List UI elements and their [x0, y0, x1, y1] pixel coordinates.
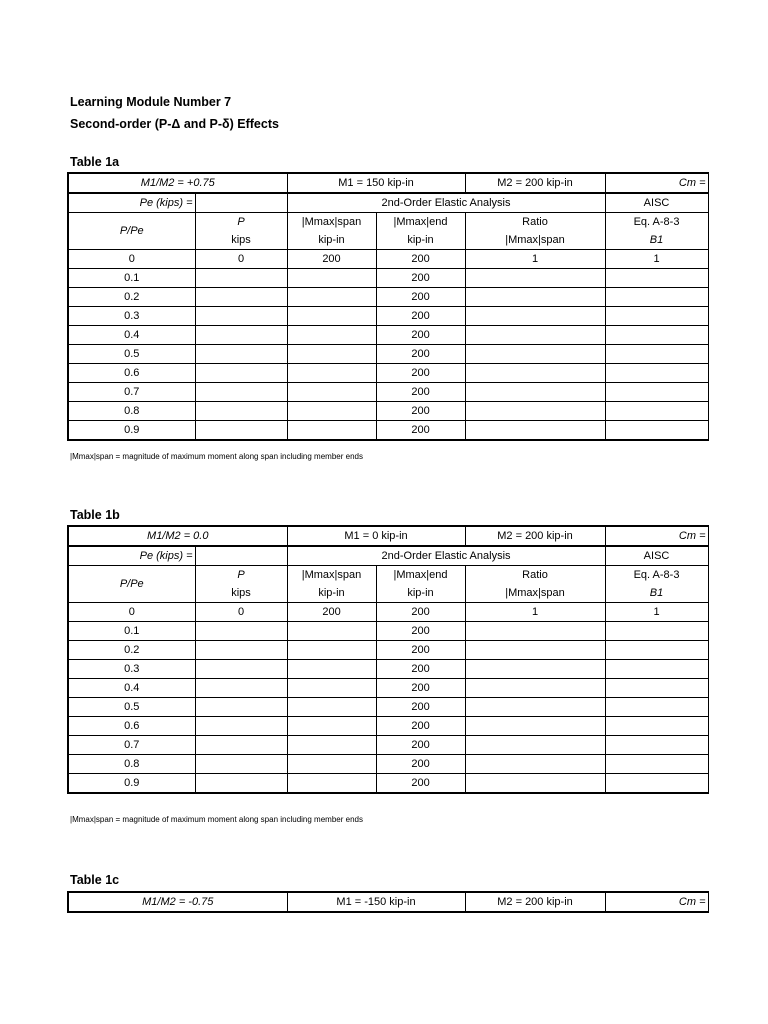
- table-row: 0.4 200: [68, 326, 708, 345]
- t1b-col-mspan: |Mmax|span kip-in: [287, 566, 376, 603]
- t1a-analysis-label: 2nd-Order Elastic Analysis: [287, 193, 605, 213]
- t1a-col-b1: Eq. A-8-3 B1: [605, 213, 708, 250]
- table-1c-label: Table 1c: [70, 873, 120, 887]
- table-row: 0.7 200: [68, 736, 708, 755]
- table-row: 0.8 200: [68, 402, 708, 421]
- t1b-aisc-label: AISC: [605, 546, 708, 566]
- table-row: 0.2 200: [68, 641, 708, 660]
- t1a-aisc-label: AISC: [605, 193, 708, 213]
- heading-module: Learning Module Number 7: [70, 95, 232, 109]
- t1a-col-pp: P/Pe: [68, 213, 195, 250]
- t1b-col-mend: |Mmax|end kip-in: [376, 566, 465, 603]
- t1b-m2: M2 = 200 kip-in: [465, 526, 605, 546]
- table-row: 0.9 200: [68, 774, 708, 794]
- table-row: 0.3 200: [68, 307, 708, 326]
- t1c-m2: M2 = 200 kip-in: [465, 892, 605, 912]
- table-row: 0.1 200: [68, 622, 708, 641]
- table-row: 0.8 200: [68, 755, 708, 774]
- table-row: 0.5 200: [68, 345, 708, 364]
- table-row: 0.6 200: [68, 364, 708, 383]
- t1a-ratio: M1/M2 = +0.75: [68, 173, 287, 193]
- t1c-ratio: M1/M2 = -0.75: [68, 892, 287, 912]
- table-row: 0 0 200 200 1 1: [68, 250, 708, 269]
- t1b-col-ratio: Ratio |Mmax|span: [465, 566, 605, 603]
- table-row: 0 0 200 200 1 1: [68, 603, 708, 622]
- t1a-col-ratio: Ratio |Mmax|span: [465, 213, 605, 250]
- t1b-col-pp: P/Pe: [68, 566, 195, 603]
- table-row: 0.5 200: [68, 698, 708, 717]
- t1b-col-p: P kips: [195, 566, 287, 603]
- t1a-col-mspan: |Mmax|span kip-in: [287, 213, 376, 250]
- table-row: 0.9 200: [68, 421, 708, 441]
- table-row: 0.7 200: [68, 383, 708, 402]
- t1a-m1: M1 = 150 kip-in: [287, 173, 465, 193]
- t1a-pe-value: [195, 193, 287, 213]
- table-1c: [67, 891, 706, 913]
- t1b-pe-label: Pe (kips) =: [68, 546, 195, 566]
- t1a-pe-label: Pe (kips) =: [68, 193, 195, 213]
- table-1a: [67, 172, 706, 441]
- t1a-col-mend: |Mmax|end kip-in: [376, 213, 465, 250]
- table-row: 0.6 200: [68, 717, 708, 736]
- table-1b-label: Table 1b: [70, 508, 120, 522]
- t1a-col-p: P kips: [195, 213, 287, 250]
- t1b-ratio: M1/M2 = 0.0: [68, 526, 287, 546]
- t1b-pe-value: [195, 546, 287, 566]
- heading-topic: Second-order (P-Δ and P-δ) Effects: [70, 117, 279, 131]
- t1b-footnote: |Mmax|span = magnitude of maximum moment along span including member ends: [70, 815, 363, 824]
- t1c-m1: M1 = -150 kip-in: [287, 892, 465, 912]
- t1b-col-b1: Eq. A-8-3 B1: [605, 566, 708, 603]
- table-row: 0.2 200: [68, 288, 708, 307]
- t1a-footnote: |Mmax|span = magnitude of maximum moment along span including member ends: [70, 452, 363, 461]
- t1b-analysis-label: 2nd-Order Elastic Analysis: [287, 546, 605, 566]
- table-row: 0.4 200: [68, 679, 708, 698]
- table-1b: [67, 525, 706, 794]
- t1b-m1: M1 = 0 kip-in: [287, 526, 465, 546]
- table-row: 0.3 200: [68, 660, 708, 679]
- t1a-cm: Cm =: [605, 173, 708, 193]
- table-1a-label: Table 1a: [70, 155, 120, 169]
- t1a-m2: M2 = 200 kip-in: [465, 173, 605, 193]
- t1c-cm: Cm =: [605, 892, 708, 912]
- table-row: 0.1 200: [68, 269, 708, 288]
- t1b-cm: Cm =: [605, 526, 708, 546]
